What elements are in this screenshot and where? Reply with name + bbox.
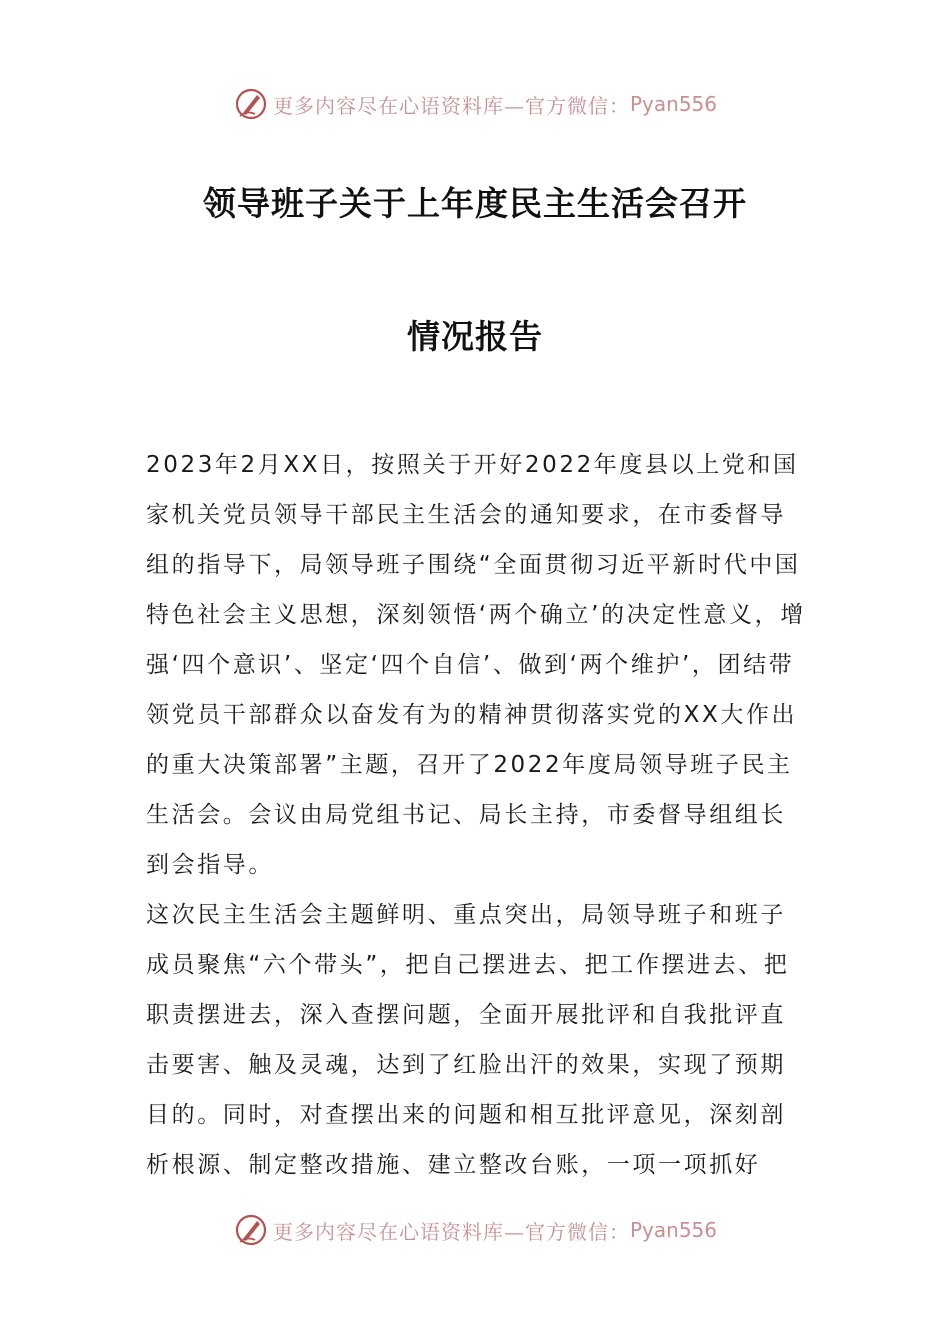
header-watermark-banner: [0, 84, 950, 124]
document-title-line-1: 领导班子关于上年度民主生活会召开: [203, 184, 747, 223]
banner-text: 更多内容尽在心语资料库—官方微信：: [272, 93, 630, 118]
paragraph-2: 这次民主生活会主题鲜明、重点突出，局领导班子和班子成员聚焦“六个带头”，把自己摆进去、把工作摆进去、把职责摆进去，深入查摆问题，全面开展批评和自我批评直击要害、触及灵魂，达到了红脸出汗的效果，实现了预期目的。同时，对查摆出来的问题和相互批评意见，深刻剖析根源、制定整改措施、建立整改台账，一项一项抓好: [146, 902, 790, 1178]
paragraph-1: 2023年2月XX日，按照关于开好2022年度县以上党和国家机关党员领导干部民主生活会的通知要求，在市委督导组的指导下，局领导班子围绕“全面贯彻习近平新时代中国特色社会主义思想，深刻领悟‘两个确立’的决定性意义，增强‘四个意识’、坚定‘四个自信’、做到‘两个维护’，团结带领党员干部群众以奋发有为的精神贯彻落实党的XX大作出的重大决策部署”主题，召开了2022年度局领导班子民主生活会。会议由局党组书记、局长主持，市委督导组组长到会指导。: [146, 452, 806, 878]
footer-watermark-banner: [0, 1210, 950, 1250]
pen-logo-icon: [233, 1212, 269, 1248]
banner-wechat-id: Pyan556: [629, 1218, 717, 1242]
document-body: [146, 440, 806, 1190]
banner-text: 更多内容尽在心语资料库—官方微信：: [272, 1219, 630, 1244]
banner-wechat-id: Pyan556: [629, 92, 717, 116]
pen-logo-icon: [233, 86, 269, 122]
document-title-line-2: 情况报告: [407, 317, 543, 356]
